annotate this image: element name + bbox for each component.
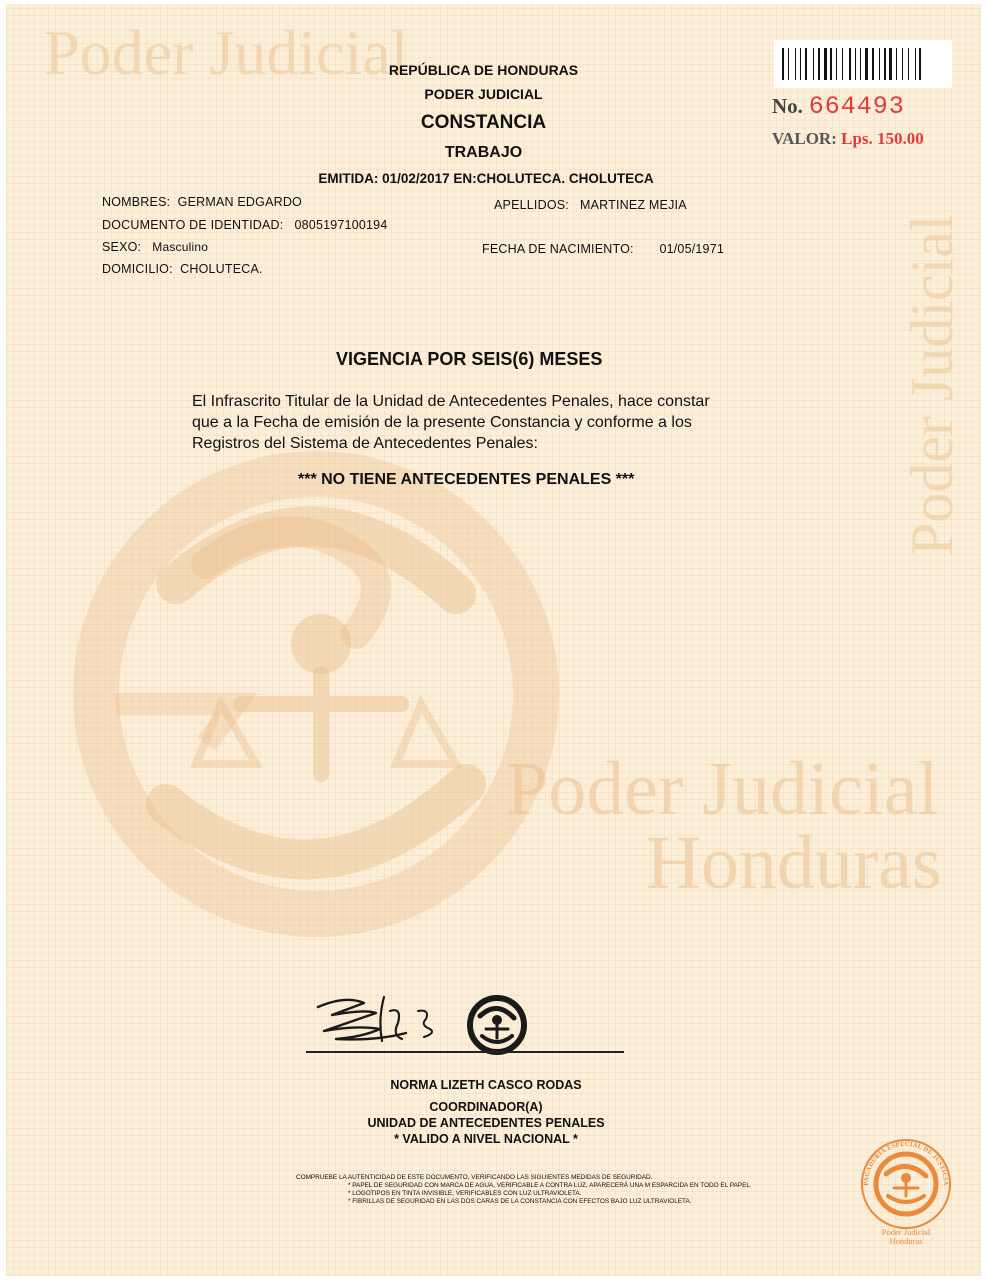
- nombres-value: GERMAN EDGARDO: [177, 195, 302, 209]
- valor-amount: Lps. 150.00: [841, 129, 924, 148]
- sexo-label: SEXO:: [102, 240, 142, 254]
- statement-paragraph: [192, 391, 710, 454]
- watermark-line2: Honduras: [646, 821, 942, 905]
- result-text: *** NO TIENE ANTECEDENTES PENALES ***: [298, 471, 635, 488]
- signatory-validity: * VALIDO A NIVEL NACIONAL *: [394, 1132, 578, 1146]
- stamp-line-2: Honduras: [889, 1236, 923, 1246]
- stamp-line-1: Poder Judicial: [881, 1227, 931, 1237]
- documento-label: DOCUMENTO DE IDENTIDAD:: [102, 218, 284, 232]
- statement-line-2: que a la Fecha de emisión de la presente Constancia y conforme a los: [192, 414, 692, 431]
- sexo-value: Masculino: [152, 240, 209, 254]
- signatory-block: [226, 1077, 746, 1147]
- statement-line-1: El Infrascrito Titular de la Unidad de Antecedentes Penales, hace constar: [192, 393, 710, 410]
- header-institution: PODER JUDICIAL: [424, 86, 543, 102]
- signatory-name: NORMA LIZETH CASCO RODAS: [390, 1078, 582, 1092]
- vigencia-heading: VIGENCIA POR SEIS(6) MESES: [336, 349, 603, 369]
- security-item-1: * PAPEL DE SEGURIDAD CON MARCA DE AGUA, VERIFICABLE A CONTRA LUZ, APARECERÁ UNA M ESPARCIDA EN TODO EL PAPEL.: [348, 1182, 752, 1189]
- security-item-3: * FIBRILLAS DE SEGURIDAD EN LAS DOS CARAS DE LA CONSTANCIA CON EFECTOS BAJO LUZ ULTRAVIOLETA.: [348, 1198, 692, 1205]
- watermark-top: Poder Judicial: [44, 17, 409, 88]
- stamp-ring-text: PAGADURÍA ESPECIAL DE JUSTICIA: [862, 1140, 950, 1186]
- domicilio-label: DOMICILIO:: [102, 262, 173, 276]
- apellidos-label: APELLIDOS:: [494, 198, 569, 212]
- apellidos-value: MARTINEZ MEJIA: [579, 198, 687, 212]
- certificate-page: [6, 4, 981, 1276]
- security-notes: [296, 1174, 752, 1206]
- statement-line-3: Registros del Sistema de Antecedentes Penales:: [192, 435, 538, 452]
- field-documento: [102, 218, 387, 232]
- signatory-unit: UNIDAD DE ANTECEDENTES PENALES: [367, 1116, 605, 1130]
- watermark-emblem: [56, 444, 576, 944]
- header-country: REPÚBLICA DE HONDURAS: [388, 62, 579, 78]
- signature-line: [306, 1051, 624, 1053]
- payment-stamp: [856, 1134, 956, 1246]
- official-seal-icon: [466, 994, 528, 1056]
- field-apellidos: [494, 198, 687, 212]
- header-purpose: TRABAJO: [444, 144, 523, 161]
- watermark-line1: Poder Judicial: [506, 747, 939, 831]
- field-sexo: [102, 240, 208, 254]
- header-issued: EMITIDA: 01/02/2017 EN:CHOLUTECA. CHOLUTECA: [318, 171, 654, 186]
- valor-label: VALOR:: [772, 129, 837, 148]
- domicilio-value: CHOLUTECA.: [180, 262, 263, 276]
- nombres-label: NOMBRES:: [102, 195, 171, 209]
- signature: [306, 989, 466, 1059]
- header-doc-type: CONSTANCIA: [420, 112, 547, 133]
- signatory-title: COORDINADOR(A): [429, 1100, 543, 1114]
- nacimiento-value: 01/05/1971: [659, 242, 724, 256]
- field-domicilio: [102, 262, 263, 276]
- security-intro: COMPRUEBE LA AUTENTICIDAD DE ESTE DOCUMENTO, VERIFICANDO LAS SIGUIENTES MEDIDAS DE SEGURIDAD.: [296, 1174, 653, 1181]
- documento-value: 0805197100194: [294, 218, 388, 232]
- field-nombres: [102, 195, 302, 209]
- security-item-2: * LOGOTIPOS EN TINTA INVISIBLE, VERIFICABLES CON LUZ ULTRAVIOLETA.: [348, 1190, 582, 1197]
- serial-prefix: No.: [772, 94, 803, 118]
- serial-value: 664493: [808, 92, 905, 121]
- watermark-vertical: Poder Judicial: [899, 214, 965, 556]
- nacimiento-label: FECHA DE NACIMIENTO:: [482, 242, 634, 256]
- field-nacimiento: [482, 242, 724, 256]
